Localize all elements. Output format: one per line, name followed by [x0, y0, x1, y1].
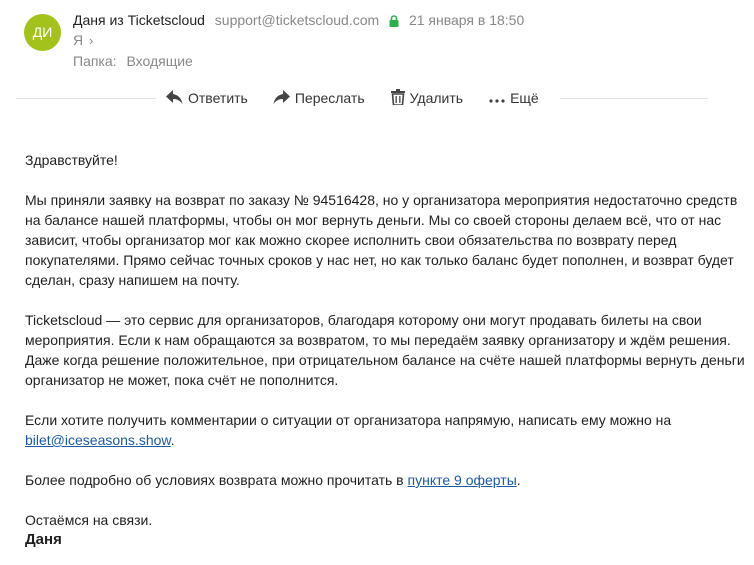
folder-label: Папка: [73, 53, 117, 69]
message-body [25, 150, 745, 550]
paragraph: Мы приняли заявку на возврат по заказу № 94516428, но у организатора мероприятия недостаточно средств на балансе нашей платформы, чтобы он мог вернуть деньги. Мы со своей стороны делаем всё, что от нас зависит, чтобы организатор мог как можно скорее исполнить свои обязательства по возврату перед покупателями. Прямо сейчас точных сроков у нас нет, но как только баланс будет пополнен, и возврат будет сделан, сразу напишем на почту. [25, 192, 738, 288]
message-date: 21 января в 18:50 [408, 12, 525, 28]
recipient-line[interactable] [73, 32, 93, 48]
punctuation: . [170, 432, 175, 448]
punctuation: . [516, 472, 521, 488]
chevron-right-icon: › [89, 33, 94, 48]
sender-line [73, 12, 524, 30]
lock-icon [389, 14, 399, 30]
more-icon [489, 90, 510, 106]
sender-email[interactable]: support@ticketscloud.com [214, 12, 380, 28]
paragraph [25, 470, 745, 490]
trash-icon [391, 89, 410, 108]
offer-clause-link[interactable]: пункте 9 оферты [407, 472, 517, 488]
more-label: Ещё [510, 90, 539, 106]
avatar[interactable]: ДИ [24, 14, 61, 51]
divider [560, 98, 708, 99]
folder-value[interactable]: Входящие [126, 53, 193, 69]
closing: Остаёмся на связи. [25, 512, 153, 528]
sender-name[interactable]: Даня из Ticketscloud [73, 12, 205, 28]
paragraph-text: Более подробно об условиях возврата можно прочитать в [25, 472, 404, 488]
reply-icon [166, 90, 188, 107]
delete-label: Удалить [409, 90, 464, 106]
recipient: Я [73, 32, 84, 48]
signature: Даня [25, 531, 62, 548]
greeting: Здравствуйте! [25, 152, 118, 168]
paragraph-text: Если хотите получить комментарии о ситуации от организатора напрямую, написать ему можно на [25, 412, 672, 428]
reply-button[interactable] [166, 90, 248, 107]
paragraph [25, 410, 745, 450]
forward-button[interactable] [273, 90, 365, 107]
message-toolbar [166, 88, 539, 108]
forward-icon [273, 90, 295, 107]
delete-button[interactable] [391, 89, 463, 108]
folder-line [73, 53, 193, 69]
divider [16, 98, 156, 99]
paragraph: Ticketscloud — это сервис для организаторов, благодаря которому они могут продавать билеты на свои мероприятия. Если к нам обращаются за возвратом, то мы передаём заявку организатору и ждём решения. Даже когда решение положительное, при отрицательном балансе на счёте нашей платформы вернуть деньги организатор не может, пока счёт не пополнится. [25, 312, 745, 388]
more-button[interactable] [489, 90, 539, 106]
forward-label: Переслать [294, 90, 365, 106]
organizer-email-link[interactable]: bilet@iceseasons.show [25, 432, 171, 448]
reply-label: Ответить [188, 90, 248, 106]
